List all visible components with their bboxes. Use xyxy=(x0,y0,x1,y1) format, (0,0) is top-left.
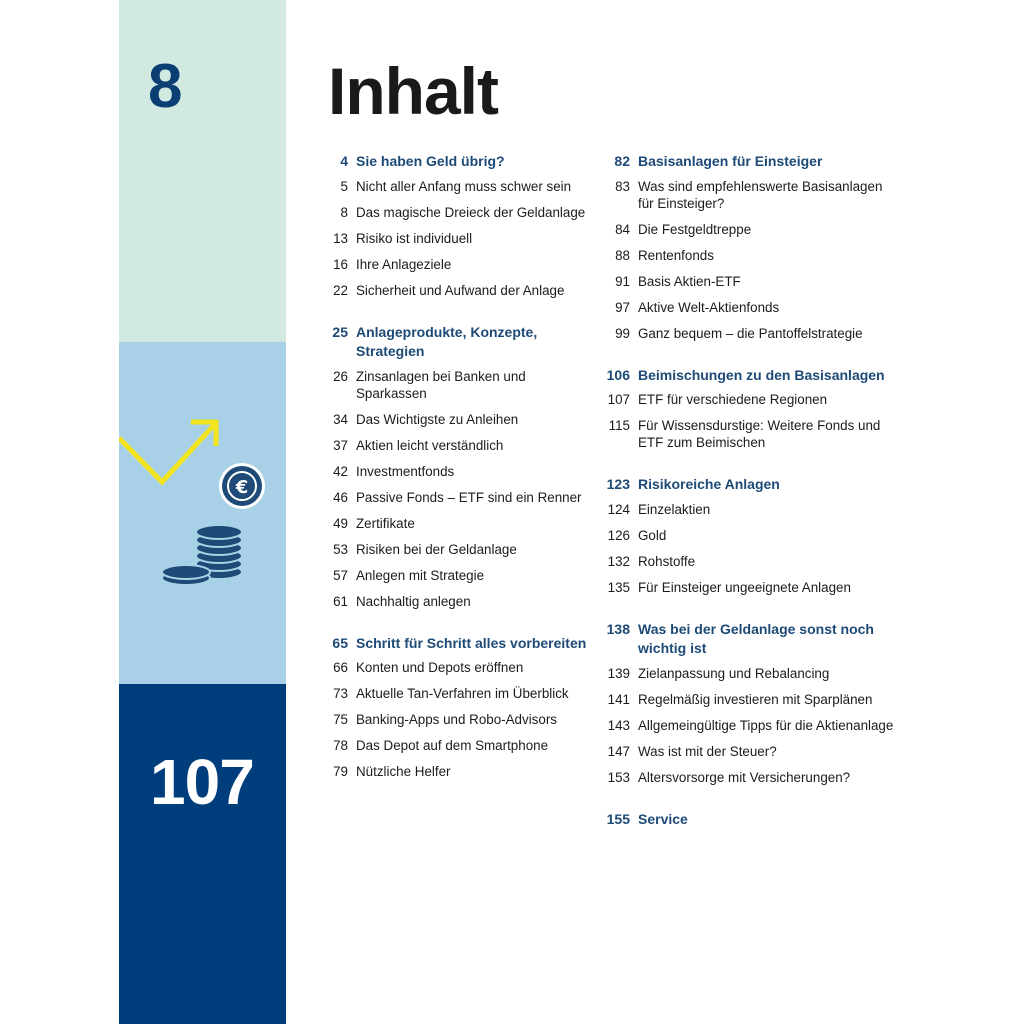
toc-page-number: 155 xyxy=(606,810,630,827)
toc-title: Was ist mit der Steuer? xyxy=(638,743,777,759)
toc-entry[interactable] xyxy=(600,417,900,451)
toc-column-left xyxy=(318,152,598,789)
toc-page-number: 49 xyxy=(333,515,348,531)
toc-title: Für Wissensdurstige: Weitere Fonds und ETF zum Beimischen xyxy=(638,418,881,450)
toc-title: Aktive Welt-Aktienfonds xyxy=(638,299,780,315)
toc-page-number: 91 xyxy=(615,273,630,289)
toc-page-number: 73 xyxy=(333,686,348,701)
toc-title: Was bei der Geldanlage sonst noch wichtig ist xyxy=(638,620,874,656)
toc-column-right xyxy=(600,152,900,835)
toc-title: Ihre Anlageziele xyxy=(356,256,452,272)
toc-page-number: 139 xyxy=(607,665,630,681)
toc-entry[interactable] xyxy=(318,368,598,402)
toc-page-number: 22 xyxy=(333,282,348,298)
toc-title: Beimischungen zu den Basisanlagen xyxy=(638,366,885,383)
toc-title: ETF für verschiedene Regionen xyxy=(638,392,828,407)
toc-entry[interactable] xyxy=(318,685,598,702)
toc-title: Investmentfonds xyxy=(356,463,455,479)
toc-page-number: 16 xyxy=(333,256,348,272)
toc-title: Konten und Depots eröffnen xyxy=(356,660,524,675)
toc-title: Das Depot auf dem Smartphone xyxy=(356,738,549,753)
toc-page-number: 61 xyxy=(333,593,348,609)
toc-page-number: 75 xyxy=(333,712,348,727)
toc-entry[interactable] xyxy=(318,282,598,299)
toc-page-number: 83 xyxy=(615,178,630,194)
toc-entry[interactable] xyxy=(600,717,900,734)
toc-title: Die Festgeldtreppe xyxy=(638,221,752,237)
svg-text:€: € xyxy=(235,477,249,498)
toc-entry[interactable] xyxy=(600,178,900,212)
toc-title: Banking-Apps und Robo-Advisors xyxy=(356,712,557,727)
toc-title: Aktien leicht verständlich xyxy=(356,437,504,453)
toc-page-number: 124 xyxy=(607,501,630,517)
toc-page-number: 132 xyxy=(607,553,630,569)
trend-arrow-icon xyxy=(119,422,216,482)
toc-page-number: 8 xyxy=(340,204,348,220)
toc-title: Basisanlagen für Einsteiger xyxy=(638,153,823,169)
toc-title: Was sind empfehlenswerte Basisanlagen für Einsteiger? xyxy=(638,178,883,211)
toc-entry[interactable] xyxy=(600,665,900,682)
toc-chapter[interactable] xyxy=(318,323,598,362)
toc-entry[interactable] xyxy=(600,527,900,544)
toc-title: Für Einsteiger ungeeignete Anlagen xyxy=(638,579,851,595)
toc-page-number: 99 xyxy=(615,325,630,341)
toc-entry[interactable] xyxy=(600,769,900,786)
coin-stack-icon xyxy=(162,525,242,585)
toc-page-number: 26 xyxy=(333,368,348,384)
toc-title: Passive Fonds – ETF sind ein Renner xyxy=(356,489,582,505)
toc-title: Risikoreiche Anlagen xyxy=(638,476,780,492)
toc-entry[interactable] xyxy=(318,541,598,558)
toc-page-number: 97 xyxy=(615,299,630,315)
toc-page-number: 153 xyxy=(607,769,630,785)
toc-chapter[interactable] xyxy=(318,634,598,654)
toc-title: Aktuelle Tan-Verfahren im Überblick xyxy=(356,686,569,701)
toc-page-number: 123 xyxy=(606,476,630,492)
toc-entry[interactable] xyxy=(600,247,900,264)
euro-coin-icon xyxy=(219,463,265,509)
toc-title: Ganz bequem – die Pantoffelstrategie xyxy=(638,325,863,341)
toc-entry[interactable] xyxy=(600,273,900,290)
toc-title: Basis Aktien-ETF xyxy=(638,273,741,289)
toc-title: Das magische Dreieck der Geldanlage xyxy=(356,204,586,220)
toc-title: Risiken bei der Geldanlage xyxy=(356,541,517,557)
toc-page-number: 135 xyxy=(607,579,630,595)
toc-entry[interactable] xyxy=(318,489,598,506)
toc-chapter[interactable] xyxy=(600,366,900,386)
toc-chapter[interactable] xyxy=(600,810,900,830)
finance-illustration xyxy=(119,410,286,600)
toc-page-number: 106 xyxy=(606,366,630,383)
toc-title: Rohstoffe xyxy=(638,553,696,569)
toc-entry[interactable] xyxy=(318,204,598,221)
toc-title: Altersvorsorge mit Versicherungen? xyxy=(638,769,851,785)
toc-entry[interactable] xyxy=(318,711,598,728)
toc-page-number: 4 xyxy=(340,153,348,169)
toc-entry[interactable] xyxy=(318,463,598,480)
toc-entry[interactable] xyxy=(600,553,900,570)
toc-entry[interactable] xyxy=(318,737,598,754)
toc-entry[interactable] xyxy=(318,178,598,195)
sidebar-band-top xyxy=(119,0,286,342)
toc-entry[interactable] xyxy=(600,221,900,238)
toc-title: Nachhaltig anlegen xyxy=(356,593,471,609)
toc-page-number: 53 xyxy=(333,541,348,557)
toc-page-number: 138 xyxy=(606,620,630,637)
toc-entry[interactable] xyxy=(318,515,598,532)
toc-entry[interactable] xyxy=(318,659,598,676)
toc-title: Anlegen mit Strategie xyxy=(356,567,485,583)
toc-title: Zinsanlagen bei Banken und Sparkassen xyxy=(356,368,526,401)
toc-entry[interactable] xyxy=(318,593,598,610)
toc-chapter[interactable] xyxy=(600,620,900,659)
toc-title: Service xyxy=(638,810,688,827)
page-title: Inhalt xyxy=(328,54,498,128)
toc-title: Risiko ist individuell xyxy=(356,230,473,246)
toc-entry[interactable] xyxy=(600,325,900,342)
toc-entry[interactable] xyxy=(318,256,598,273)
toc-page-number: 78 xyxy=(333,738,348,753)
toc-title: Gold xyxy=(638,527,667,543)
toc-title: Rentenfonds xyxy=(638,247,714,263)
toc-page-number: 65 xyxy=(332,634,348,651)
toc-page-number: 84 xyxy=(615,221,630,237)
toc-title: Einzelaktien xyxy=(638,501,711,517)
toc-page-number: 147 xyxy=(607,743,630,759)
toc-title: Zielanpassung und Rebalancing xyxy=(638,665,830,681)
toc-entry[interactable] xyxy=(600,691,900,708)
toc-entry[interactable] xyxy=(318,763,598,780)
toc-page-number: 37 xyxy=(333,437,348,453)
toc-entry[interactable] xyxy=(600,299,900,316)
toc-page-number: 57 xyxy=(333,567,348,583)
toc-page-number: 5 xyxy=(340,178,348,194)
toc-entry[interactable] xyxy=(600,391,900,408)
toc-page-number: 34 xyxy=(333,411,348,427)
toc-title: Anlageprodukte, Konzepte, Strategien xyxy=(356,323,538,359)
toc-entry[interactable] xyxy=(318,230,598,247)
toc-title: Zertifikate xyxy=(356,515,415,531)
toc-title: Das Wichtigste zu Anleihen xyxy=(356,411,519,427)
toc-page-number: 79 xyxy=(333,764,348,779)
toc-page-number: 88 xyxy=(615,247,630,263)
toc-page-number: 25 xyxy=(332,323,348,340)
toc-page-number: 46 xyxy=(333,489,348,505)
toc-entry[interactable] xyxy=(600,579,900,596)
toc-title: Regelmäßig investieren mit Sparplänen xyxy=(638,691,873,707)
toc-page-number: 107 xyxy=(607,392,630,407)
toc-title: Schritt für Schritt alles vorbereiten xyxy=(356,634,587,651)
toc-entry[interactable] xyxy=(318,437,598,454)
page-number-top: 8 xyxy=(148,52,183,121)
toc-title: Nicht aller Anfang muss schwer sein xyxy=(356,178,572,194)
toc-entry[interactable] xyxy=(600,501,900,518)
toc-title: Sicherheit und Aufwand der Anlage xyxy=(356,282,565,298)
toc-page-number: 82 xyxy=(614,153,630,169)
toc-title: Allgemeingültige Tipps für die Aktienanlage xyxy=(638,717,894,733)
toc-chapter[interactable] xyxy=(318,152,598,172)
toc-chapter[interactable] xyxy=(600,152,900,172)
toc-chapter[interactable] xyxy=(600,475,900,495)
toc-page-number: 13 xyxy=(333,230,348,246)
page-number-bottom: 107 xyxy=(150,746,254,818)
toc-page-number: 143 xyxy=(607,717,630,733)
toc-title: Sie haben Geld übrig? xyxy=(356,153,505,169)
toc-page-number: 66 xyxy=(333,660,348,675)
toc-entry[interactable] xyxy=(600,743,900,760)
toc-page-number: 42 xyxy=(333,463,348,479)
sidebar-band-bottom xyxy=(119,684,286,1024)
toc-entry[interactable] xyxy=(318,567,598,584)
toc-page-number: 126 xyxy=(607,527,630,543)
toc-page-number: 141 xyxy=(607,691,630,707)
toc-entry[interactable] xyxy=(318,411,598,428)
toc-title: Nützliche Helfer xyxy=(356,764,451,779)
toc-page-number: 115 xyxy=(608,418,630,433)
